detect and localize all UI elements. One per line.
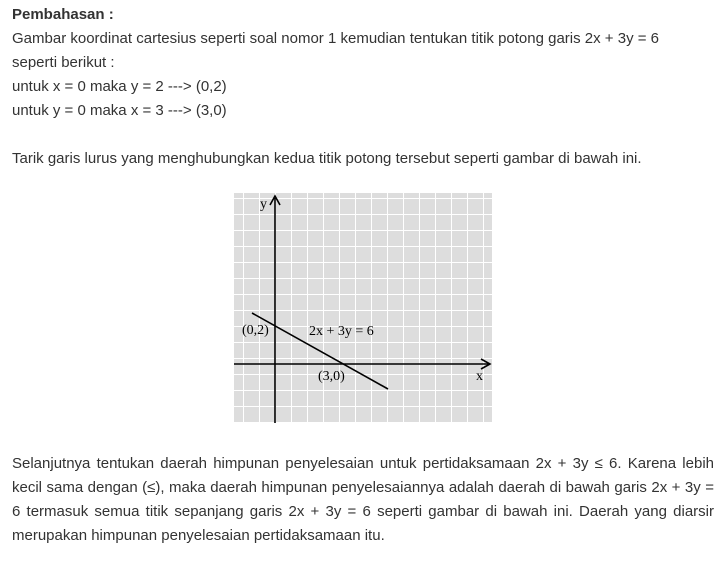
- line-equation-label: 2x + 3y = 6: [309, 324, 374, 339]
- step-x-zero: untuk x = 0 maka y = 2 ---> (0,2): [12, 78, 227, 95]
- x-axis-label: x: [476, 369, 483, 384]
- section-heading: Pembahasan :: [12, 6, 114, 23]
- cartesian-graph: [234, 193, 492, 423]
- intro-line-2: seperti berikut :: [12, 54, 115, 71]
- grid-background: [234, 193, 492, 423]
- intro-line-1: Gambar koordinat cartesius seperti soal nomor 1 kemudian tentukan titik potong garis 2x + 3y = 6: [12, 30, 660, 47]
- y-intercept-label: (0,2): [242, 323, 269, 338]
- y-axis-label: y: [260, 197, 267, 212]
- instruction-text: Tarik garis lurus yang menghubungkan kedua titik potong tersebut seperti gambar di bawah ini.: [12, 150, 642, 167]
- step-y-zero: untuk y = 0 maka x = 3 ---> (3,0): [12, 102, 227, 119]
- conclusion-paragraph: Selanjutnya tentukan daerah himpunan penyelesaian untuk pertidaksamaan 2x + 3y ≤ 6. Karena lebih kecil sama dengan (≤), maka daerah himpunan penyelesaiannya adalah daerah di bawah garis 2x + 3y = 6 termasuk semua titik sepanjang garis 2x + 3y = 6 seperti gambar di bawah ini. Daerah yang diarsir merupakan himpunan penyelesaian pertidaksamaan itu.: [12, 455, 714, 544]
- x-intercept-label: (3,0): [318, 369, 345, 384]
